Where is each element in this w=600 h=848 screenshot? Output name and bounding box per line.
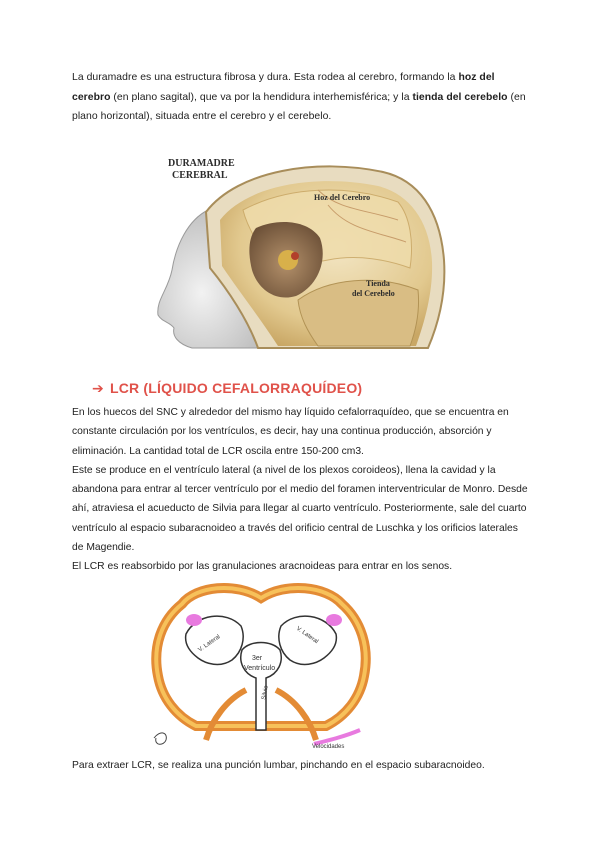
label-tienda: Tienda [366, 279, 390, 288]
lcr-heading [92, 380, 362, 397]
label-3er: 3er [252, 655, 263, 662]
ventricles-diagram [146, 580, 376, 752]
duramadre-svg [148, 150, 448, 350]
label-del-cerebelo: del Cerebelo [352, 289, 395, 298]
intro-text-3: (en plano horizontal), situada entre el cerebro y el cerebelo. [72, 91, 526, 122]
label-duramadre: DURAMADRE [168, 158, 235, 169]
ventricles-svg [146, 580, 376, 752]
lcr-paragraph-1: En los huecos del SNC y alrededor del mismo hay líquido cefalorraquídeo, que se encuentra en constante circulación por los ventrículos, es decir, hay una continua producción, absorción y eliminación. La cantidad total de LCR oscila entre 150-200 cm3. [72, 407, 509, 457]
label-v-lateral-left: V. Lateral [197, 634, 222, 654]
label-cerebral: CEREBRAL [172, 170, 228, 181]
intro-paragraph [72, 68, 530, 127]
label-ventriculo: Ventrículo [244, 665, 276, 672]
duramadre-illustration [148, 150, 448, 350]
intro-text-1: La duramadre es una estructura fibrosa y dura. Esta rodea al cerebro, formando la [72, 72, 459, 83]
intro-text-2: (en plano sagital), que va por la hendidura interhemisférica; y la [110, 91, 413, 103]
label-hoz-del-cerebro: Hoz del Cerebro [314, 193, 371, 202]
lcr-paragraph-2: Este se produce en el ventrículo lateral (a nivel de los plexos coroideos), llena la cavidad y la abandona para entrar al tercer ventrículo por el medio del foramen interventricular de Monro. Desde ahí, atraviesa el acueducto de Silvia para llegar al cuarto ventrículo. Posteriormente, sale del cuarto ventrículo al espacio subaracnoideo a través del orificio central de Luschka y los orificios laterales de Magendie. [72, 464, 528, 554]
label-silvio: Silvio [261, 685, 270, 701]
term-hoz-del-cerebro: hoz del cerebro [72, 72, 495, 103]
label-velocidades: Velocidades [312, 744, 345, 750]
lcr-heading-text: LCR (LÍQUIDO CEFALORRAQUÍDEO) [109, 380, 363, 396]
closing-paragraph: Para extraer LCR, se realiza una punción lumbar, pinchando en el espacio subaracnoideo. [72, 760, 485, 771]
signature-scribble [154, 733, 166, 744]
term-tienda-del-cerebelo: tienda del cerebelo [412, 91, 508, 103]
arrow-right-icon: ➔ [92, 380, 104, 396]
label-v-lateral-right: V. Lateral [295, 625, 320, 646]
lcr-paragraph-3: El LCR es reabsorbido por las granulaciones aracnoideas para entrar en los senos. [72, 561, 453, 573]
lcr-body [72, 403, 532, 577]
